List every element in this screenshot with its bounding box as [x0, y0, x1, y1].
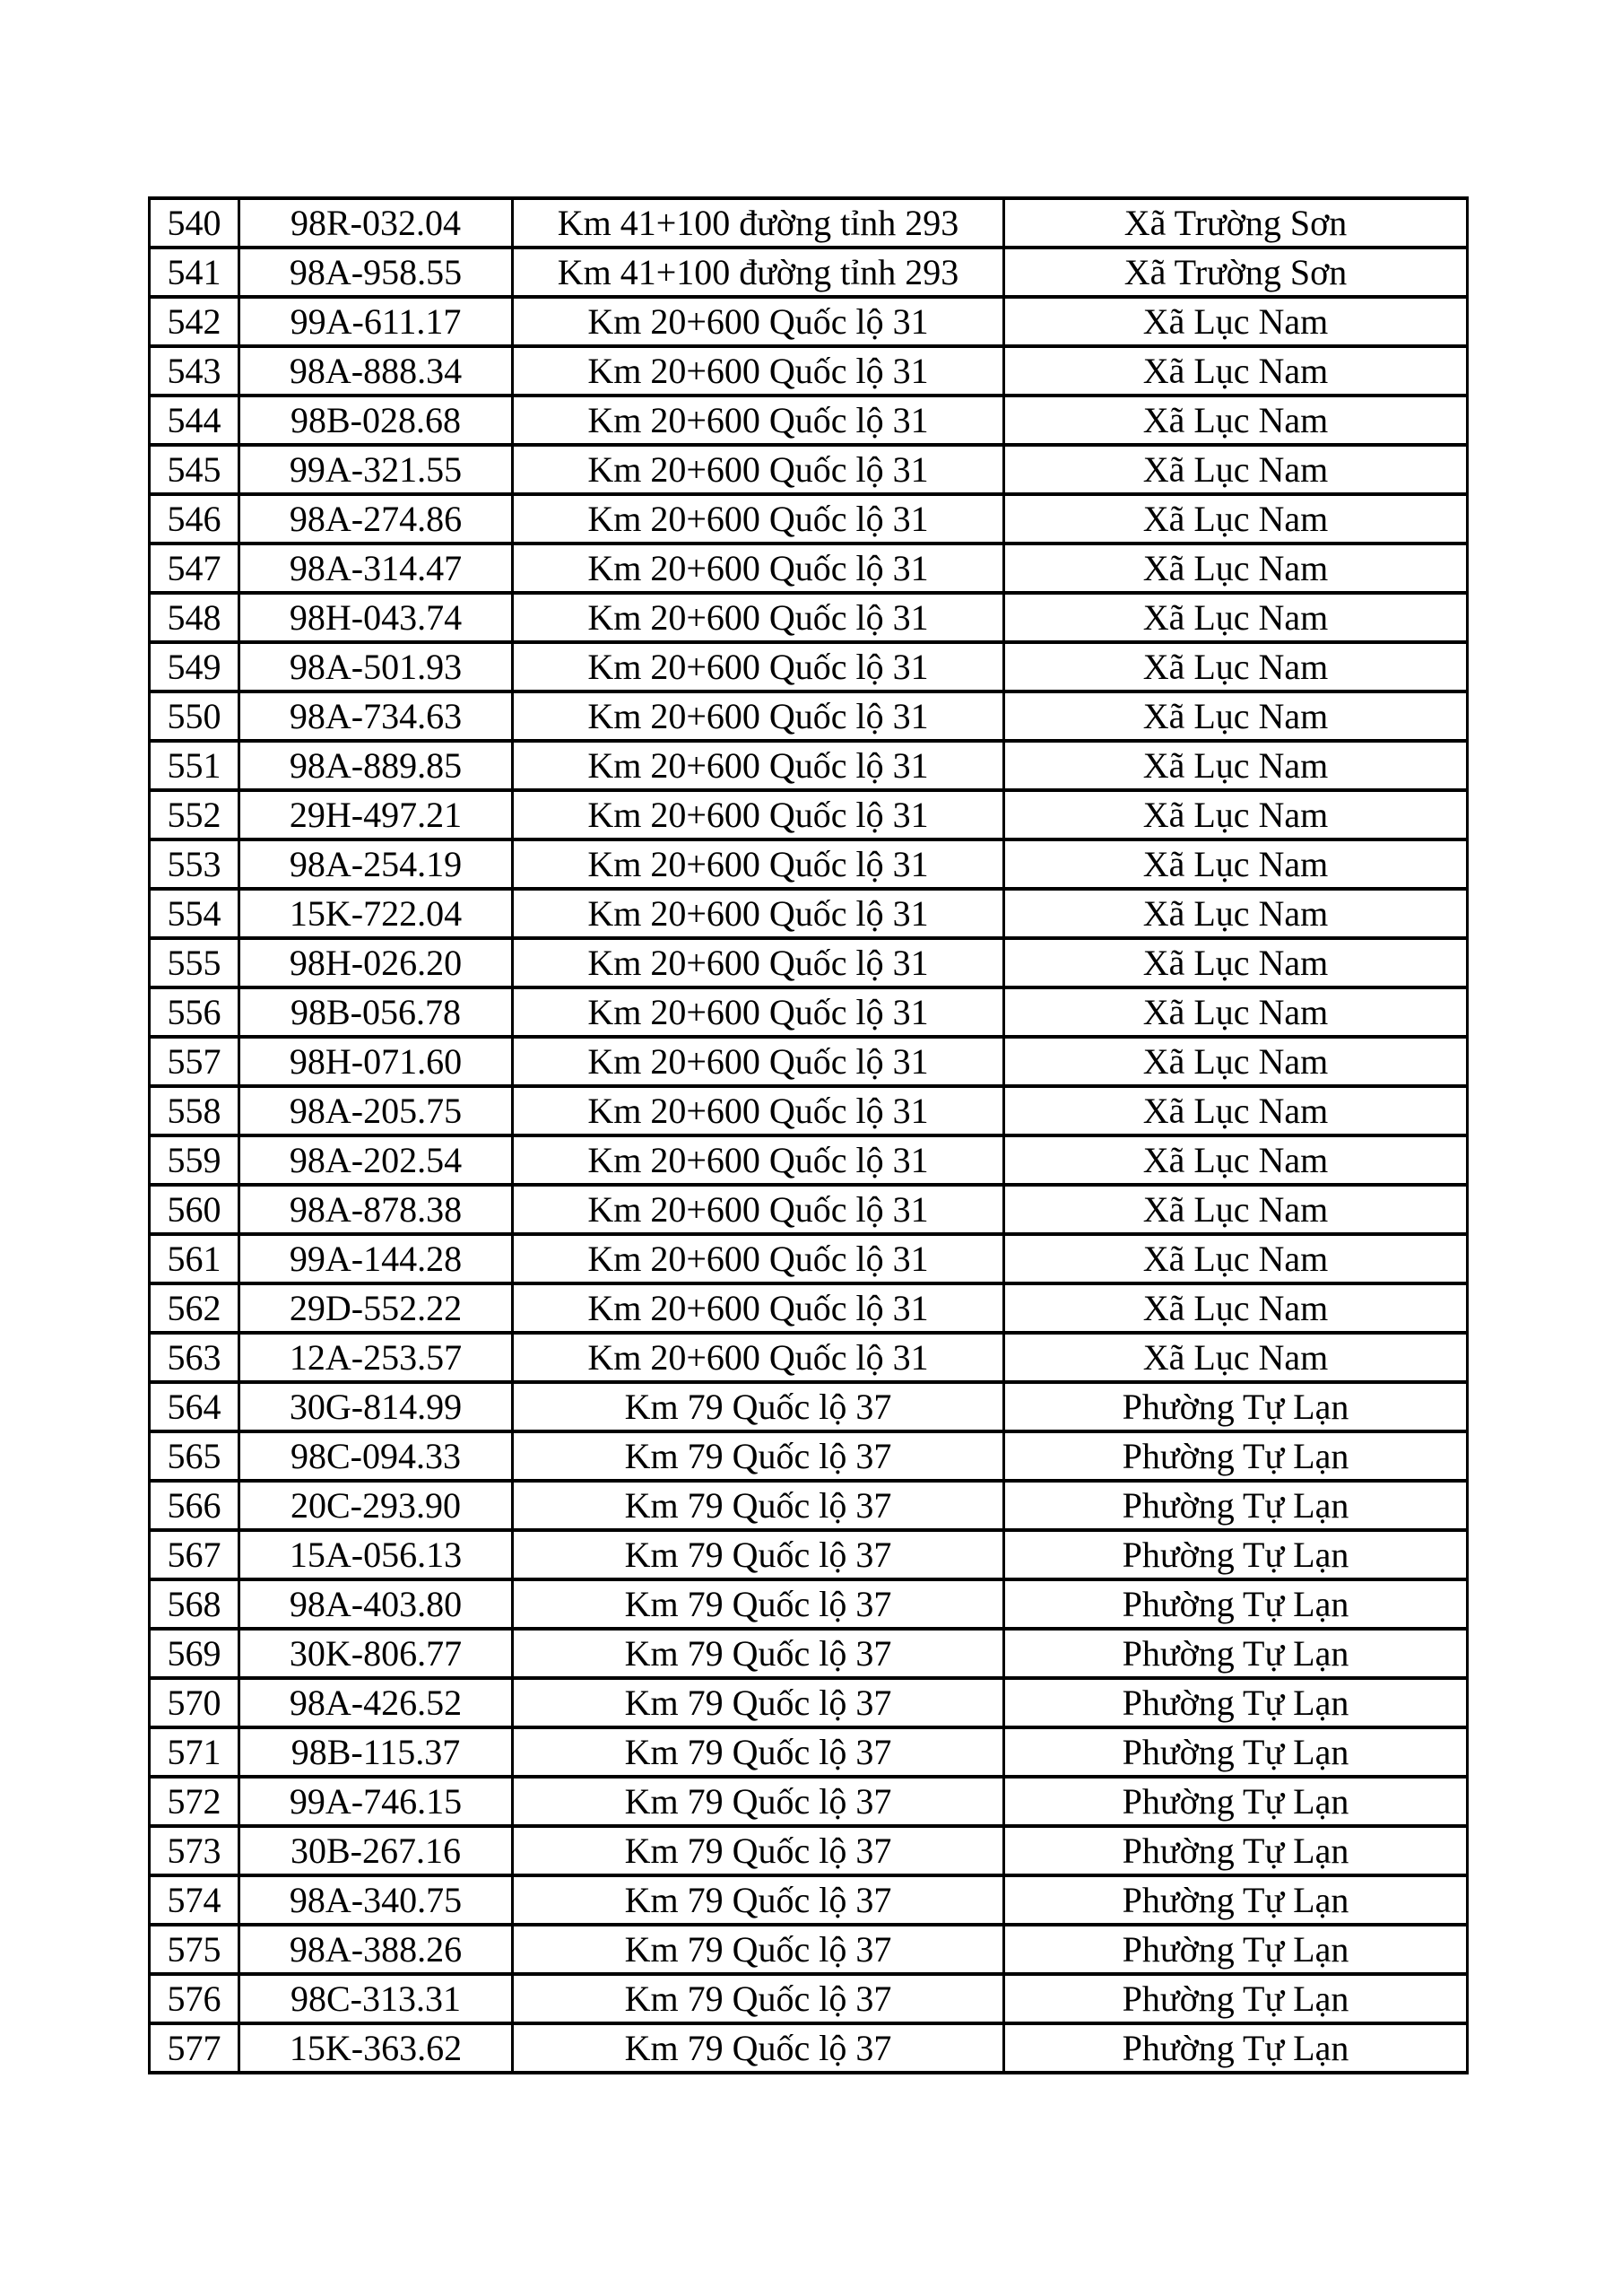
ward-cell: Xã Lục Nam — [1004, 544, 1468, 593]
plate-number-cell: 98A-403.80 — [239, 1579, 513, 1629]
plate-number-cell: 98C-094.33 — [239, 1431, 513, 1481]
table-row — [150, 1925, 1468, 1974]
ward-cell: Phường Tự Lạn — [1004, 1530, 1468, 1579]
table-row — [150, 445, 1468, 494]
location-cell: Km 20+600 Quốc lộ 31 — [513, 1333, 1004, 1382]
table-row — [150, 1481, 1468, 1530]
table-row — [150, 938, 1468, 987]
row-number-cell: 576 — [150, 1974, 239, 2023]
ward-cell: Xã Lục Nam — [1004, 593, 1468, 642]
table-row — [150, 1185, 1468, 1234]
row-number-cell: 573 — [150, 1826, 239, 1875]
row-number-cell: 577 — [150, 2023, 239, 2073]
ward-cell: Phường Tự Lạn — [1004, 1875, 1468, 1925]
row-number-cell: 543 — [150, 346, 239, 396]
ward-cell: Phường Tự Lạn — [1004, 1727, 1468, 1777]
location-cell: Km 79 Quốc lộ 37 — [513, 1727, 1004, 1777]
table-row — [150, 1283, 1468, 1333]
plate-number-cell: 98A-205.75 — [239, 1086, 513, 1135]
ward-cell: Phường Tự Lạn — [1004, 1974, 1468, 2023]
row-number-cell: 571 — [150, 1727, 239, 1777]
location-cell: Km 20+600 Quốc lộ 31 — [513, 987, 1004, 1037]
table-row — [150, 839, 1468, 889]
plate-number-cell: 99A-611.17 — [239, 297, 513, 346]
plate-number-cell: 29H-497.21 — [239, 790, 513, 839]
plate-number-cell: 98H-071.60 — [239, 1037, 513, 1086]
plate-number-cell: 98A-274.86 — [239, 494, 513, 544]
location-cell: Km 41+100 đường tỉnh 293 — [513, 248, 1004, 297]
table-row — [150, 2023, 1468, 2073]
row-number-cell: 559 — [150, 1135, 239, 1185]
table-row — [150, 1974, 1468, 2023]
plate-number-cell: 12A-253.57 — [239, 1333, 513, 1382]
table-row — [150, 1333, 1468, 1382]
plate-number-cell: 30G-814.99 — [239, 1382, 513, 1431]
ward-cell: Xã Lục Nam — [1004, 839, 1468, 889]
table-row — [150, 741, 1468, 790]
row-number-cell: 548 — [150, 593, 239, 642]
location-cell: Km 20+600 Quốc lộ 31 — [513, 1086, 1004, 1135]
row-number-cell: 546 — [150, 494, 239, 544]
location-cell: Km 79 Quốc lộ 37 — [513, 1579, 1004, 1629]
ward-cell: Phường Tự Lạn — [1004, 1777, 1468, 1826]
ward-cell: Xã Lục Nam — [1004, 987, 1468, 1037]
row-number-cell: 552 — [150, 790, 239, 839]
plate-number-cell: 98A-889.85 — [239, 741, 513, 790]
plate-number-cell: 29D-552.22 — [239, 1283, 513, 1333]
row-number-cell: 563 — [150, 1333, 239, 1382]
row-number-cell: 564 — [150, 1382, 239, 1431]
location-cell: Km 20+600 Quốc lộ 31 — [513, 1185, 1004, 1234]
ward-cell: Phường Tự Lạn — [1004, 1678, 1468, 1727]
ward-cell: Xã Lục Nam — [1004, 1135, 1468, 1185]
row-number-cell: 553 — [150, 839, 239, 889]
table-row — [150, 1777, 1468, 1826]
row-number-cell: 565 — [150, 1431, 239, 1481]
plate-number-cell: 99A-746.15 — [239, 1777, 513, 1826]
plate-number-cell: 30B-267.16 — [239, 1826, 513, 1875]
ward-cell: Xã Lục Nam — [1004, 1086, 1468, 1135]
table-row — [150, 248, 1468, 297]
ward-cell: Xã Lục Nam — [1004, 938, 1468, 987]
row-number-cell: 560 — [150, 1185, 239, 1234]
plate-number-cell: 15K-722.04 — [239, 889, 513, 938]
plate-number-cell: 98B-056.78 — [239, 987, 513, 1037]
table-row — [150, 1135, 1468, 1185]
plate-table-body — [150, 198, 1468, 2073]
row-number-cell: 556 — [150, 987, 239, 1037]
table-row — [150, 1037, 1468, 1086]
row-number-cell: 555 — [150, 938, 239, 987]
plate-number-cell: 98A-340.75 — [239, 1875, 513, 1925]
ward-cell: Phường Tự Lạn — [1004, 1579, 1468, 1629]
table-row — [150, 346, 1468, 396]
location-cell: Km 79 Quốc lộ 37 — [513, 1431, 1004, 1481]
location-cell: Km 20+600 Quốc lộ 31 — [513, 889, 1004, 938]
row-number-cell: 570 — [150, 1678, 239, 1727]
table-row — [150, 198, 1468, 248]
ward-cell: Phường Tự Lạn — [1004, 1431, 1468, 1481]
row-number-cell: 572 — [150, 1777, 239, 1826]
location-cell: Km 20+600 Quốc lộ 31 — [513, 1135, 1004, 1185]
ward-cell: Xã Lục Nam — [1004, 889, 1468, 938]
location-cell: Km 79 Quốc lộ 37 — [513, 1777, 1004, 1826]
location-cell: Km 79 Quốc lộ 37 — [513, 1925, 1004, 1974]
ward-cell: Xã Lục Nam — [1004, 790, 1468, 839]
ward-cell: Xã Lục Nam — [1004, 642, 1468, 691]
plate-number-cell: 98A-426.52 — [239, 1678, 513, 1727]
plate-number-cell: 15A-056.13 — [239, 1530, 513, 1579]
location-cell: Km 20+600 Quốc lộ 31 — [513, 1037, 1004, 1086]
row-number-cell: 550 — [150, 691, 239, 741]
plate-number-cell: 20C-293.90 — [239, 1481, 513, 1530]
ward-cell: Xã Lục Nam — [1004, 1333, 1468, 1382]
table-row — [150, 544, 1468, 593]
plate-number-cell: 98A-202.54 — [239, 1135, 513, 1185]
ward-cell: Xã Lục Nam — [1004, 396, 1468, 445]
location-cell: Km 20+600 Quốc lộ 31 — [513, 346, 1004, 396]
table-row — [150, 1579, 1468, 1629]
table-row — [150, 1826, 1468, 1875]
location-cell: Km 41+100 đường tỉnh 293 — [513, 198, 1004, 248]
ward-cell: Phường Tự Lạn — [1004, 1925, 1468, 1974]
row-number-cell: 569 — [150, 1629, 239, 1678]
table-row — [150, 642, 1468, 691]
row-number-cell: 566 — [150, 1481, 239, 1530]
ward-cell: Xã Lục Nam — [1004, 346, 1468, 396]
row-number-cell: 574 — [150, 1875, 239, 1925]
ward-cell: Phường Tự Lạn — [1004, 2023, 1468, 2073]
location-cell: Km 79 Quốc lộ 37 — [513, 1678, 1004, 1727]
location-cell: Km 20+600 Quốc lộ 31 — [513, 741, 1004, 790]
plate-number-cell: 99A-144.28 — [239, 1234, 513, 1283]
vehicle-plate-table — [148, 196, 1469, 2074]
plate-number-cell: 98H-026.20 — [239, 938, 513, 987]
ward-cell: Xã Trường Sơn — [1004, 198, 1468, 248]
row-number-cell: 557 — [150, 1037, 239, 1086]
location-cell: Km 20+600 Quốc lộ 31 — [513, 1283, 1004, 1333]
ward-cell: Xã Lục Nam — [1004, 1185, 1468, 1234]
table-row — [150, 396, 1468, 445]
row-number-cell: 554 — [150, 889, 239, 938]
location-cell: Km 20+600 Quốc lộ 31 — [513, 544, 1004, 593]
plate-number-cell: 98A-388.26 — [239, 1925, 513, 1974]
table-row — [150, 987, 1468, 1037]
plate-number-cell: 98C-313.31 — [239, 1974, 513, 2023]
row-number-cell: 561 — [150, 1234, 239, 1283]
row-number-cell: 558 — [150, 1086, 239, 1135]
row-number-cell: 549 — [150, 642, 239, 691]
plate-number-cell: 98B-028.68 — [239, 396, 513, 445]
table-row — [150, 1530, 1468, 1579]
row-number-cell: 541 — [150, 248, 239, 297]
row-number-cell: 562 — [150, 1283, 239, 1333]
location-cell: Km 79 Quốc lộ 37 — [513, 1382, 1004, 1431]
table-row — [150, 1678, 1468, 1727]
location-cell: Km 20+600 Quốc lộ 31 — [513, 839, 1004, 889]
row-number-cell: 547 — [150, 544, 239, 593]
location-cell: Km 79 Quốc lộ 37 — [513, 1629, 1004, 1678]
row-number-cell: 542 — [150, 297, 239, 346]
location-cell: Km 20+600 Quốc lộ 31 — [513, 642, 1004, 691]
location-cell: Km 20+600 Quốc lộ 31 — [513, 1234, 1004, 1283]
location-cell: Km 79 Quốc lộ 37 — [513, 1481, 1004, 1530]
plate-number-cell: 98A-878.38 — [239, 1185, 513, 1234]
plate-number-cell: 30K-806.77 — [239, 1629, 513, 1678]
location-cell: Km 79 Quốc lộ 37 — [513, 1826, 1004, 1875]
table-row — [150, 297, 1468, 346]
plate-number-cell: 15K-363.62 — [239, 2023, 513, 2073]
ward-cell: Xã Lục Nam — [1004, 1037, 1468, 1086]
ward-cell: Xã Lục Nam — [1004, 297, 1468, 346]
plate-number-cell: 98R-032.04 — [239, 198, 513, 248]
location-cell: Km 79 Quốc lộ 37 — [513, 1974, 1004, 2023]
table-row — [150, 691, 1468, 741]
ward-cell: Xã Trường Sơn — [1004, 248, 1468, 297]
ward-cell: Xã Lục Nam — [1004, 1283, 1468, 1333]
location-cell: Km 20+600 Quốc lộ 31 — [513, 593, 1004, 642]
plate-number-cell: 98A-734.63 — [239, 691, 513, 741]
location-cell: Km 20+600 Quốc lộ 31 — [513, 297, 1004, 346]
table-row — [150, 1875, 1468, 1925]
ward-cell: Xã Lục Nam — [1004, 691, 1468, 741]
location-cell: Km 79 Quốc lộ 37 — [513, 1875, 1004, 1925]
plate-number-cell: 98A-254.19 — [239, 839, 513, 889]
plate-number-cell: 99A-321.55 — [239, 445, 513, 494]
ward-cell: Xã Lục Nam — [1004, 445, 1468, 494]
plate-number-cell: 98B-115.37 — [239, 1727, 513, 1777]
ward-cell: Xã Lục Nam — [1004, 741, 1468, 790]
location-cell: Km 20+600 Quốc lộ 31 — [513, 396, 1004, 445]
plate-number-cell: 98A-958.55 — [239, 248, 513, 297]
location-cell: Km 20+600 Quốc lộ 31 — [513, 445, 1004, 494]
location-cell: Km 79 Quốc lộ 37 — [513, 2023, 1004, 2073]
location-cell: Km 20+600 Quốc lộ 31 — [513, 790, 1004, 839]
plate-number-cell: 98H-043.74 — [239, 593, 513, 642]
location-cell: Km 20+600 Quốc lộ 31 — [513, 938, 1004, 987]
row-number-cell: 567 — [150, 1530, 239, 1579]
table-row — [150, 790, 1468, 839]
row-number-cell: 551 — [150, 741, 239, 790]
table-row — [150, 1629, 1468, 1678]
table-row — [150, 1431, 1468, 1481]
table-row — [150, 1382, 1468, 1431]
row-number-cell: 568 — [150, 1579, 239, 1629]
ward-cell: Phường Tự Lạn — [1004, 1382, 1468, 1431]
table-row — [150, 1086, 1468, 1135]
plate-number-cell: 98A-501.93 — [239, 642, 513, 691]
ward-cell: Phường Tự Lạn — [1004, 1481, 1468, 1530]
plate-number-cell: 98A-888.34 — [239, 346, 513, 396]
table-row — [150, 1234, 1468, 1283]
row-number-cell: 545 — [150, 445, 239, 494]
ward-cell: Phường Tự Lạn — [1004, 1826, 1468, 1875]
ward-cell: Xã Lục Nam — [1004, 1234, 1468, 1283]
row-number-cell: 540 — [150, 198, 239, 248]
ward-cell: Xã Lục Nam — [1004, 494, 1468, 544]
location-cell: Km 20+600 Quốc lộ 31 — [513, 494, 1004, 544]
location-cell: Km 79 Quốc lộ 37 — [513, 1530, 1004, 1579]
table-row — [150, 593, 1468, 642]
table-row — [150, 1727, 1468, 1777]
table-row — [150, 494, 1468, 544]
row-number-cell: 575 — [150, 1925, 239, 1974]
plate-number-cell: 98A-314.47 — [239, 544, 513, 593]
ward-cell: Phường Tự Lạn — [1004, 1629, 1468, 1678]
table-row — [150, 889, 1468, 938]
location-cell: Km 20+600 Quốc lộ 31 — [513, 691, 1004, 741]
row-number-cell: 544 — [150, 396, 239, 445]
